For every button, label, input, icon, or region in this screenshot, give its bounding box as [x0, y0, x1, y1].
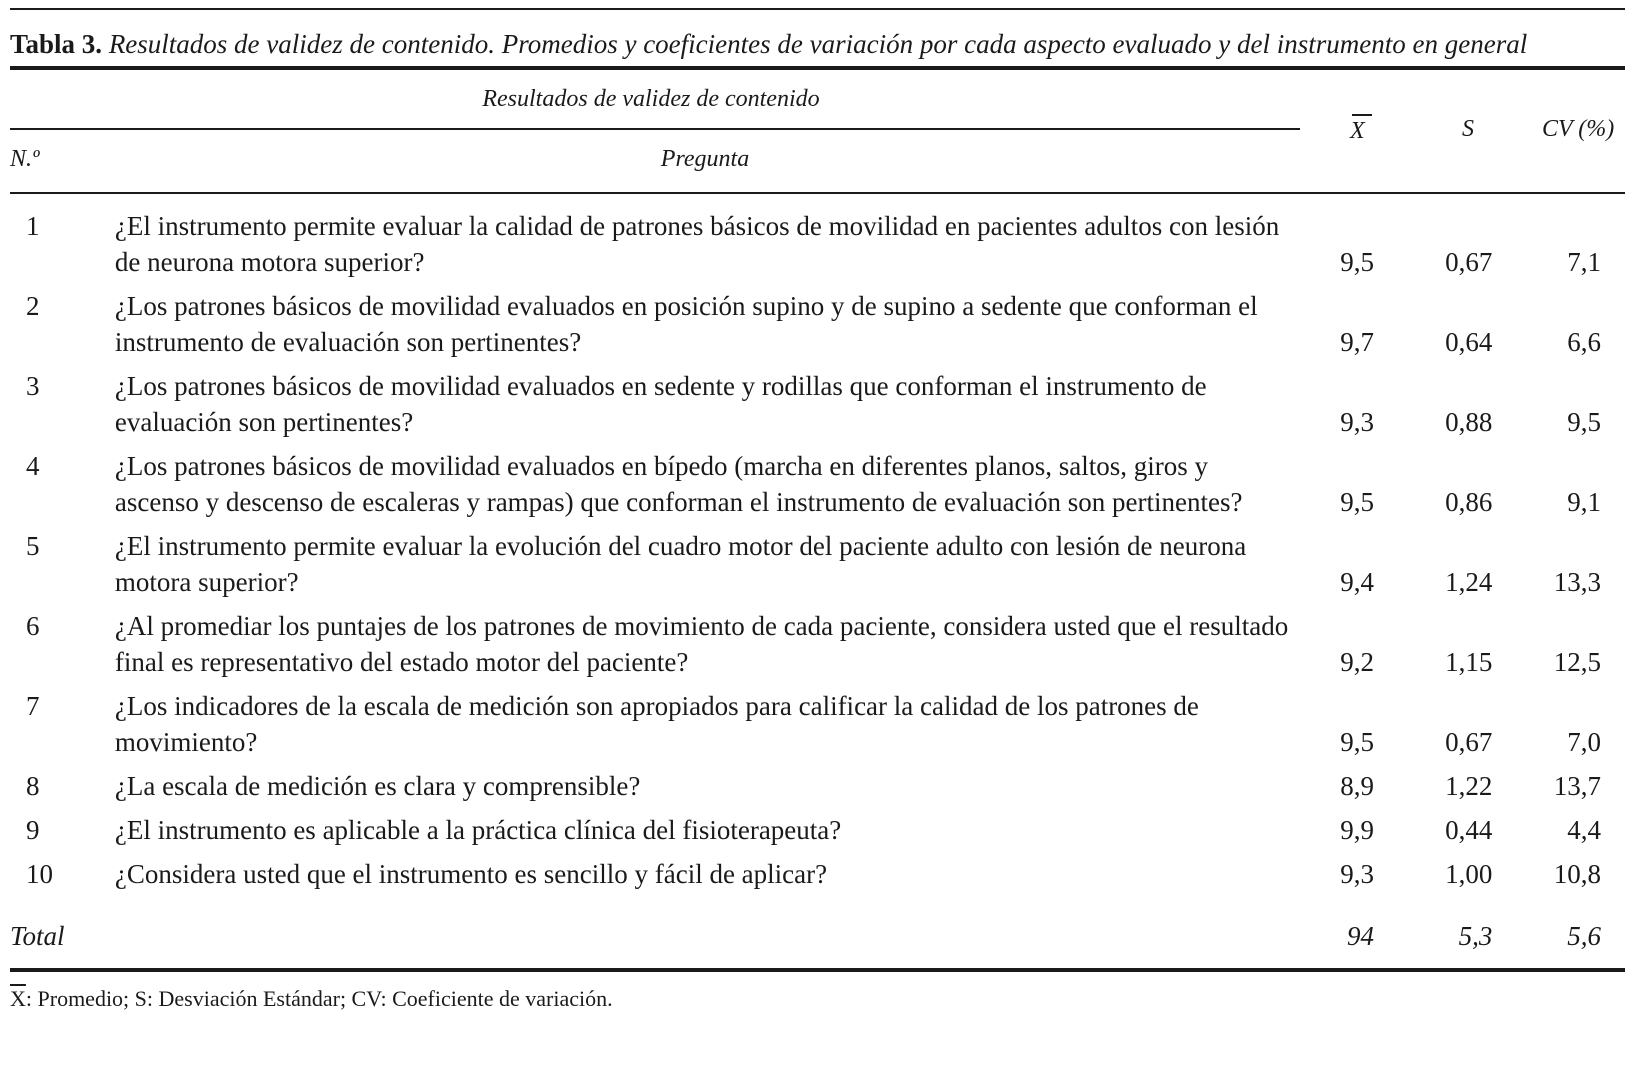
table-row [10, 368, 1625, 448]
row-number: 4 [26, 451, 40, 481]
row-question: ¿El instrumento permite evaluar la evolución del cuadro motor del paciente adulto con lesión de neurona motora superior? [114, 531, 1247, 597]
table-caption [10, 10, 1625, 66]
footnote-text: : Promedio; S: Desviación Estándar; CV: Coeficiente de variación. [25, 986, 613, 1011]
total-mean: 94 [1346, 921, 1374, 951]
row-sd: 0,67 [1445, 247, 1493, 277]
row-cv: 4,4 [1567, 815, 1601, 845]
mean-overbar [1352, 114, 1372, 116]
table-row [10, 608, 1625, 688]
row-number: 2 [26, 291, 40, 321]
table-caption-text: Resultados de validez de contenido. Promedios y coeficientes de variación por cada aspecto evaluado y del instrumento en general [108, 29, 1528, 59]
row-mean: 9,9 [1340, 815, 1374, 845]
row-sd: 1,15 [1445, 647, 1493, 677]
total-row [10, 900, 1625, 968]
row-question: ¿La escala de medición es clara y comprensible? [114, 771, 641, 801]
table-row [10, 288, 1625, 368]
row-mean: 9,5 [1340, 727, 1374, 757]
row-cv: 7,1 [1567, 247, 1601, 277]
row-question: ¿El instrumento permite evaluar la calidad de patrones básicos de movilidad en pacientes adultos con lesión de neurona motora superior? [114, 211, 1280, 277]
table-row [10, 688, 1625, 768]
table-container [10, 8, 1625, 1012]
spanner-heading: Resultados de validez de contenido [482, 86, 820, 112]
row-sd: 0,44 [1445, 815, 1493, 845]
row-number: 10 [26, 859, 53, 889]
header-number: N.º [10, 146, 40, 172]
row-question: ¿Los indicadores de la escala de medición son apropiados para calificar la calidad de los patrones de movimiento? [114, 691, 1199, 757]
total-label: Total [10, 921, 65, 951]
row-sd: 0,67 [1445, 727, 1493, 757]
row-number: 5 [26, 531, 40, 561]
table-label: Tabla 3. [10, 29, 103, 59]
row-mean: 9,4 [1340, 567, 1374, 597]
table-row [10, 528, 1625, 608]
total-cv: 5,6 [1567, 921, 1601, 951]
row-sd: 0,88 [1445, 407, 1493, 437]
row-number: 6 [26, 611, 40, 641]
table-row [10, 768, 1625, 812]
row-mean: 9,7 [1340, 327, 1374, 357]
row-question: ¿El instrumento es aplicable a la práctica clínica del fisioterapeuta? [114, 815, 842, 845]
row-sd: 0,86 [1445, 487, 1493, 517]
row-question: ¿Los patrones básicos de movilidad evaluados en sedente y rodillas que conforman el instrumento de evaluación son pertinentes? [114, 371, 1207, 437]
row-cv: 13,3 [1553, 567, 1601, 597]
row-cv: 9,5 [1567, 407, 1601, 437]
total-sd: 5,3 [1458, 921, 1493, 951]
row-cv: 12,5 [1553, 647, 1601, 677]
row-number: 9 [26, 815, 40, 845]
row-sd: 0,64 [1445, 327, 1493, 357]
row-mean: 9,3 [1340, 859, 1374, 889]
row-question: ¿Al promediar los puntajes de los patrones de movimiento de cada paciente, considera usted que el resultado final es representativo del estado motor del paciente? [114, 611, 1289, 677]
header-mean [1350, 114, 1372, 145]
row-mean: 9,5 [1340, 487, 1374, 517]
row-cv: 10,8 [1553, 859, 1601, 889]
table-row [10, 856, 1625, 900]
table-header [10, 70, 1625, 192]
row-cv: 9,1 [1567, 487, 1601, 517]
header-rule [10, 192, 1625, 194]
table-row [10, 448, 1625, 528]
row-sd: 1,24 [1445, 567, 1493, 597]
row-question: ¿Los patrones básicos de movilidad evaluados en bípedo (marcha en diferentes planos, saltos, giros y ascenso y descenso de escaleras y rampas) que conforman el instrumento de evaluación son pertinentes? [114, 451, 1243, 517]
table-row [10, 812, 1625, 856]
row-number: 7 [26, 691, 40, 721]
row-mean: 9,2 [1340, 647, 1374, 677]
row-cv: 13,7 [1553, 771, 1601, 801]
row-number: 3 [26, 371, 40, 401]
row-cv: 6,6 [1567, 327, 1601, 357]
table-row [10, 208, 1625, 288]
table-footnote [10, 972, 1625, 1012]
header-question: Pregunta [660, 146, 750, 172]
footnote-symbol: $\overline{X}$ [10, 986, 26, 1011]
row-cv: 7,0 [1567, 727, 1601, 757]
row-question: ¿Los patrones básicos de movilidad evaluados en posición supino y de supino a sedente que conforman el instrumento de evaluación son pertinentes? [114, 291, 1258, 357]
row-mean: 9,5 [1340, 247, 1374, 277]
header-mean-label: X [1350, 118, 1365, 144]
row-mean: 8,9 [1340, 771, 1374, 801]
row-sd: 1,22 [1445, 771, 1493, 801]
header-cv: CV (%) [1542, 116, 1615, 142]
spanner-rule [10, 128, 1300, 130]
data-table [10, 208, 1625, 968]
row-number: 1 [26, 211, 40, 241]
row-question: ¿Considera usted que el instrumento es sencillo y fácil de aplicar? [114, 859, 828, 889]
row-mean: 9,3 [1340, 407, 1374, 437]
header-sd: S [1462, 116, 1474, 142]
row-number: 8 [26, 771, 40, 801]
row-sd: 1,00 [1445, 859, 1493, 889]
